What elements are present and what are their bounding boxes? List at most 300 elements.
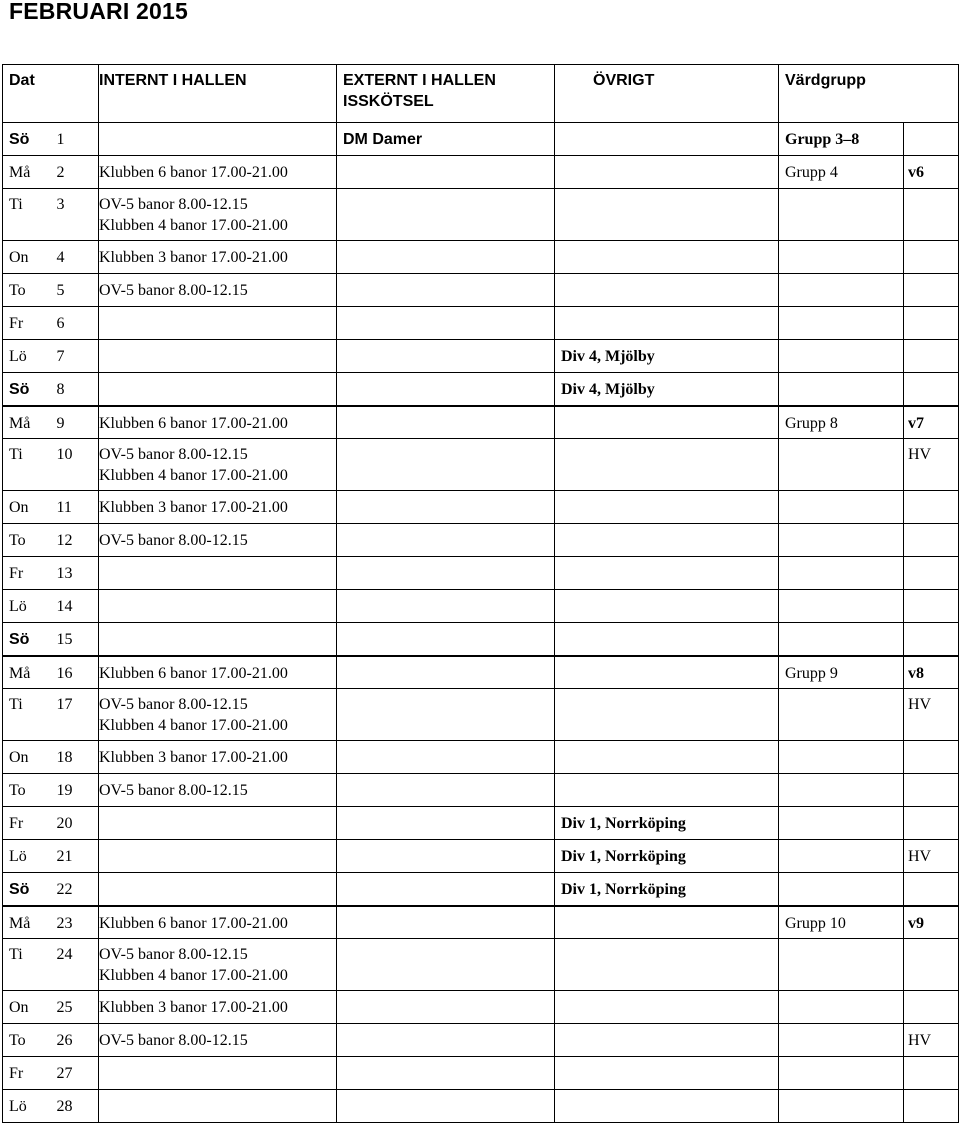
- cell-week: [904, 557, 959, 590]
- cell-ovrigt: [555, 906, 779, 939]
- extern-text: [343, 657, 554, 663]
- intern-text: [99, 340, 336, 346]
- header-ovrigt: ÖVRIGT: [555, 65, 779, 123]
- cell-ovrigt: [555, 590, 779, 623]
- extern-text: [343, 689, 554, 694]
- cell-intern: [99, 906, 337, 939]
- cell-vard: [779, 123, 904, 156]
- week-text: HV: [908, 848, 932, 865]
- num-text: 9: [56, 414, 65, 432]
- table-row: [3, 406, 959, 439]
- ovrigt-text: [561, 557, 778, 563]
- vard-text: Grupp 3–8: [785, 131, 860, 148]
- ovrigt-text: [561, 939, 778, 944]
- week-text: [908, 123, 958, 129]
- intern-text: [99, 840, 336, 846]
- cell-intern: [99, 1024, 337, 1057]
- cell-day: [3, 123, 57, 156]
- cell-num: [57, 439, 99, 491]
- intern-text: [99, 274, 336, 301]
- cell-extern: [337, 156, 555, 189]
- cell-day: [3, 406, 57, 439]
- cell-num: [57, 406, 99, 439]
- cell-extern: [337, 906, 555, 939]
- cell-vard: [779, 1057, 904, 1090]
- intern-line1: Klubben 3 banor 17.00-21.00: [99, 999, 288, 1016]
- cell-extern: [337, 741, 555, 774]
- intern-text: [99, 807, 336, 813]
- cell-vard: [779, 557, 904, 590]
- table-row: [3, 189, 959, 241]
- num-text: 13: [56, 565, 73, 582]
- cell-extern: [337, 439, 555, 491]
- cell-vard: [779, 590, 904, 623]
- ovrigt-text: [561, 590, 778, 596]
- ovrigt-text: [561, 241, 778, 247]
- ovrigt-text: [561, 741, 778, 747]
- cell-extern: [337, 590, 555, 623]
- extern-text: [343, 590, 554, 596]
- day-text: To: [9, 532, 26, 549]
- cell-vard: [779, 241, 904, 274]
- cell-intern: [99, 406, 337, 439]
- intern-line1: Klubben 6 banor 17.00-21.00: [99, 664, 288, 682]
- ovrigt-text: Div 1, Norrköping: [561, 881, 686, 898]
- ovrigt-text: [561, 907, 778, 913]
- cell-vard: [779, 274, 904, 307]
- num-text: 6: [56, 315, 65, 332]
- schedule-table: [2, 64, 959, 1123]
- extern-text: DM Damer: [343, 131, 423, 148]
- table-row: [3, 524, 959, 557]
- cell-week: [904, 406, 959, 439]
- vard-text: [785, 590, 903, 596]
- intern-text: [99, 123, 336, 129]
- week-text: [908, 557, 958, 563]
- extern-text: [343, 307, 554, 313]
- day-text: Må: [9, 164, 31, 181]
- vard-text: [785, 241, 903, 247]
- day-text: On: [9, 499, 29, 516]
- week-text: HV: [908, 696, 932, 713]
- cell-ovrigt: [555, 1024, 779, 1057]
- table-row: [3, 774, 959, 807]
- table-row: [3, 307, 959, 340]
- cell-day: [3, 373, 57, 406]
- cell-num: [57, 274, 99, 307]
- num-text: 25: [56, 999, 73, 1016]
- intern-text: [99, 156, 336, 183]
- cell-ovrigt: [555, 741, 779, 774]
- table-row: [3, 689, 959, 741]
- day-text: On: [9, 249, 29, 266]
- cell-ovrigt: [555, 406, 779, 439]
- cell-week: [904, 340, 959, 373]
- extern-text: [343, 623, 554, 629]
- intern-text: [99, 590, 336, 596]
- intern-text: [99, 774, 336, 801]
- cell-num: [57, 689, 99, 741]
- ovrigt-text: [561, 123, 778, 129]
- extern-text: [343, 340, 554, 346]
- table-row: [3, 557, 959, 590]
- cell-intern: [99, 491, 337, 524]
- day-text: Sö: [9, 131, 30, 148]
- cell-day: [3, 1090, 57, 1123]
- cell-vard: [779, 1024, 904, 1057]
- cell-ovrigt: [555, 373, 779, 406]
- table-row: [3, 873, 959, 906]
- week-text: [908, 939, 958, 944]
- cell-week: [904, 491, 959, 524]
- cell-week: [904, 741, 959, 774]
- cell-intern: [99, 241, 337, 274]
- vard-text: Grupp 4: [785, 164, 838, 181]
- cell-num: [57, 524, 99, 557]
- extern-text: [343, 840, 554, 846]
- cell-extern: [337, 840, 555, 873]
- cell-week: [904, 656, 959, 689]
- day-text: Fr: [9, 815, 24, 832]
- intern-line1: Klubben 3 banor 17.00-21.00: [99, 749, 288, 766]
- intern-text: [99, 623, 336, 629]
- day-text: To: [9, 1032, 26, 1049]
- cell-week: [904, 774, 959, 807]
- day-text: Sö: [9, 881, 30, 898]
- cell-week: [904, 156, 959, 189]
- cell-num: [57, 189, 99, 241]
- cell-day: [3, 741, 57, 774]
- cell-intern: [99, 741, 337, 774]
- table-row: [3, 590, 959, 623]
- week-text: v8: [908, 664, 924, 682]
- day-text: Sö: [9, 631, 30, 648]
- num-text: 1: [56, 131, 65, 148]
- ovrigt-text: [561, 623, 778, 629]
- cell-day: [3, 340, 57, 373]
- table-row: [3, 623, 959, 656]
- day-text: On: [9, 999, 29, 1016]
- intern-line2: Klubben 4 banor 17.00-21.00: [99, 967, 288, 984]
- extern-text: [343, 1057, 554, 1063]
- extern-text: [343, 939, 554, 944]
- cell-intern: [99, 689, 337, 741]
- cell-vard: [779, 307, 904, 340]
- vard-text: [785, 439, 903, 444]
- intern-text: [99, 439, 336, 486]
- cell-day: [3, 189, 57, 241]
- vard-text: [785, 1090, 903, 1096]
- day-text: Lö: [9, 848, 27, 865]
- cell-ovrigt: [555, 991, 779, 1024]
- ovrigt-text: [561, 274, 778, 280]
- extern-text: [343, 1024, 554, 1030]
- ovrigt-text: Div 4, Mjölby: [561, 348, 655, 365]
- vard-text: [785, 1024, 903, 1030]
- day-text: Må: [9, 414, 31, 432]
- cell-num: [57, 123, 99, 156]
- cell-intern: [99, 1057, 337, 1090]
- cell-vard: [779, 1090, 904, 1123]
- intern-line1: OV-5 banor 8.00-12.15: [99, 1032, 248, 1049]
- vard-text: [785, 274, 903, 280]
- intern-text: [99, 939, 336, 986]
- extern-text: [343, 156, 554, 162]
- day-text: To: [9, 782, 26, 799]
- cell-num: [57, 557, 99, 590]
- header-extern-line2: ISSKÖTSEL: [343, 93, 434, 110]
- week-text: [908, 1090, 958, 1096]
- cell-vard: [779, 906, 904, 939]
- cell-num: [57, 1024, 99, 1057]
- cell-num: [57, 741, 99, 774]
- num-text: 22: [56, 881, 73, 898]
- week-text: [908, 991, 958, 997]
- intern-text: [99, 307, 336, 313]
- table-row: [3, 373, 959, 406]
- num-text: 14: [56, 598, 73, 615]
- cell-day: [3, 156, 57, 189]
- num-text: 4: [56, 249, 65, 266]
- cell-extern: [337, 774, 555, 807]
- week-text: [908, 623, 958, 629]
- intern-line1: OV-5 banor 8.00-12.15: [99, 446, 248, 463]
- cell-intern: [99, 123, 337, 156]
- cell-intern: [99, 623, 337, 656]
- cell-week: [904, 123, 959, 156]
- table-row: [3, 840, 959, 873]
- day-text: Lö: [9, 1098, 27, 1115]
- vard-text: [785, 340, 903, 346]
- cell-num: [57, 939, 99, 991]
- table-row: [3, 123, 959, 156]
- extern-text: [343, 873, 554, 879]
- day-text: On: [9, 749, 29, 766]
- table-row: [3, 491, 959, 524]
- header-row: [3, 65, 959, 123]
- cell-num: [57, 307, 99, 340]
- cell-intern: [99, 774, 337, 807]
- table-row: [3, 991, 959, 1024]
- cell-extern: [337, 1090, 555, 1123]
- cell-day: [3, 439, 57, 491]
- day-text: To: [9, 282, 26, 299]
- cell-day: [3, 524, 57, 557]
- cell-ovrigt: [555, 623, 779, 656]
- cell-day: [3, 906, 57, 939]
- cell-week: [904, 623, 959, 656]
- week-text: [908, 189, 958, 194]
- cell-vard: [779, 373, 904, 406]
- cell-day: [3, 557, 57, 590]
- cell-vard: [779, 840, 904, 873]
- extern-text: [343, 741, 554, 747]
- num-text: 8: [56, 381, 65, 398]
- cell-extern: [337, 524, 555, 557]
- intern-text: [99, 741, 336, 768]
- num-text: 5: [56, 282, 65, 299]
- extern-text: [343, 557, 554, 563]
- cell-intern: [99, 439, 337, 491]
- cell-extern: [337, 807, 555, 840]
- ovrigt-text: [561, 491, 778, 497]
- cell-ovrigt: [555, 774, 779, 807]
- week-text: [908, 340, 958, 346]
- extern-text: [343, 373, 554, 379]
- vard-text: [785, 373, 903, 379]
- num-text: 15: [56, 631, 73, 648]
- vard-text: Grupp 10: [785, 914, 846, 932]
- table-row: [3, 241, 959, 274]
- intern-text: [99, 241, 336, 268]
- cell-intern: [99, 156, 337, 189]
- cell-num: [57, 491, 99, 524]
- cell-week: [904, 840, 959, 873]
- vard-text: [785, 689, 903, 694]
- cell-extern: [337, 557, 555, 590]
- cell-week: [904, 991, 959, 1024]
- cell-extern: [337, 373, 555, 406]
- week-text: [908, 241, 958, 247]
- week-text: [908, 873, 958, 879]
- cell-day: [3, 241, 57, 274]
- cell-intern: [99, 524, 337, 557]
- intern-text: [99, 873, 336, 879]
- day-text: Må: [9, 664, 31, 682]
- num-text: 11: [56, 499, 72, 516]
- week-text: v6: [908, 164, 924, 181]
- day-text: Fr: [9, 565, 24, 582]
- cell-vard: [779, 873, 904, 906]
- cell-intern: [99, 939, 337, 991]
- intern-line1: Klubben 6 banor 17.00-21.00: [99, 164, 288, 181]
- extern-text: [343, 524, 554, 530]
- cell-ovrigt: [555, 1090, 779, 1123]
- cell-ovrigt: [555, 939, 779, 991]
- vard-text: [785, 557, 903, 563]
- cell-vard: [779, 939, 904, 991]
- extern-text: [343, 189, 554, 194]
- cell-ovrigt: [555, 439, 779, 491]
- header-extern: [337, 65, 555, 123]
- cell-ovrigt: [555, 491, 779, 524]
- cell-extern: [337, 689, 555, 741]
- week-text: v9: [908, 914, 924, 932]
- extern-text: [343, 274, 554, 280]
- cell-num: [57, 156, 99, 189]
- table-row: [3, 439, 959, 491]
- cell-week: [904, 189, 959, 241]
- vard-text: [785, 939, 903, 944]
- day-text: Ti: [9, 196, 23, 213]
- cell-day: [3, 840, 57, 873]
- cell-week: [904, 689, 959, 741]
- intern-text: [99, 657, 336, 684]
- intern-text: [99, 407, 336, 434]
- cell-extern: [337, 307, 555, 340]
- cell-extern: [337, 406, 555, 439]
- cell-extern: [337, 939, 555, 991]
- week-text: HV: [908, 1032, 932, 1049]
- num-text: 19: [56, 782, 73, 799]
- intern-line1: Klubben 6 banor 17.00-21.00: [99, 414, 288, 432]
- cell-day: [3, 656, 57, 689]
- cell-vard: [779, 623, 904, 656]
- cell-week: [904, 906, 959, 939]
- table-row: [3, 906, 959, 939]
- cell-day: [3, 939, 57, 991]
- intern-line2: Klubben 4 banor 17.00-21.00: [99, 717, 288, 734]
- intern-line1: OV-5 banor 8.00-12.15: [99, 196, 248, 213]
- week-text: [908, 373, 958, 379]
- cell-day: [3, 689, 57, 741]
- intern-text: [99, 1090, 336, 1096]
- cell-extern: [337, 991, 555, 1024]
- extern-text: [343, 991, 554, 997]
- table-row: [3, 807, 959, 840]
- cell-ovrigt: [555, 274, 779, 307]
- cell-week: [904, 807, 959, 840]
- cell-ovrigt: [555, 1057, 779, 1090]
- cell-day: [3, 1024, 57, 1057]
- cell-week: [904, 1057, 959, 1090]
- intern-line1: OV-5 banor 8.00-12.15: [99, 282, 248, 299]
- table-row: [3, 274, 959, 307]
- cell-intern: [99, 873, 337, 906]
- intern-line1: OV-5 banor 8.00-12.15: [99, 946, 248, 963]
- cell-week: [904, 241, 959, 274]
- cell-extern: [337, 656, 555, 689]
- day-text: Fr: [9, 1065, 24, 1082]
- cell-intern: [99, 656, 337, 689]
- table-row: [3, 1057, 959, 1090]
- intern-text: [99, 907, 336, 934]
- cell-week: [904, 524, 959, 557]
- cell-day: [3, 274, 57, 307]
- vard-text: [785, 491, 903, 497]
- table-row: [3, 340, 959, 373]
- ovrigt-text: [561, 307, 778, 313]
- extern-text: [343, 491, 554, 497]
- vard-text: [785, 623, 903, 629]
- ovrigt-text: [561, 657, 778, 663]
- table-row: [3, 1090, 959, 1123]
- cell-num: [57, 1057, 99, 1090]
- ovrigt-text: [561, 1024, 778, 1030]
- cell-day: [3, 307, 57, 340]
- extern-text: [343, 241, 554, 247]
- week-text: [908, 524, 958, 530]
- intern-text: [99, 1057, 336, 1063]
- cell-extern: [337, 623, 555, 656]
- num-text: 23: [56, 914, 73, 932]
- cell-ovrigt: [555, 156, 779, 189]
- cell-week: [904, 307, 959, 340]
- cell-intern: [99, 557, 337, 590]
- intern-line1: Klubben 6 banor 17.00-21.00: [99, 914, 288, 932]
- vard-text: [785, 807, 903, 813]
- ovrigt-text: [561, 407, 778, 413]
- cell-extern: [337, 340, 555, 373]
- week-text: [908, 807, 958, 813]
- table-row: [3, 1024, 959, 1057]
- ovrigt-text: [561, 1090, 778, 1096]
- num-text: 24: [56, 946, 73, 963]
- ovrigt-text: Div 1, Norrköping: [561, 848, 686, 865]
- cell-num: [57, 840, 99, 873]
- cell-extern: [337, 1024, 555, 1057]
- cell-vard: [779, 807, 904, 840]
